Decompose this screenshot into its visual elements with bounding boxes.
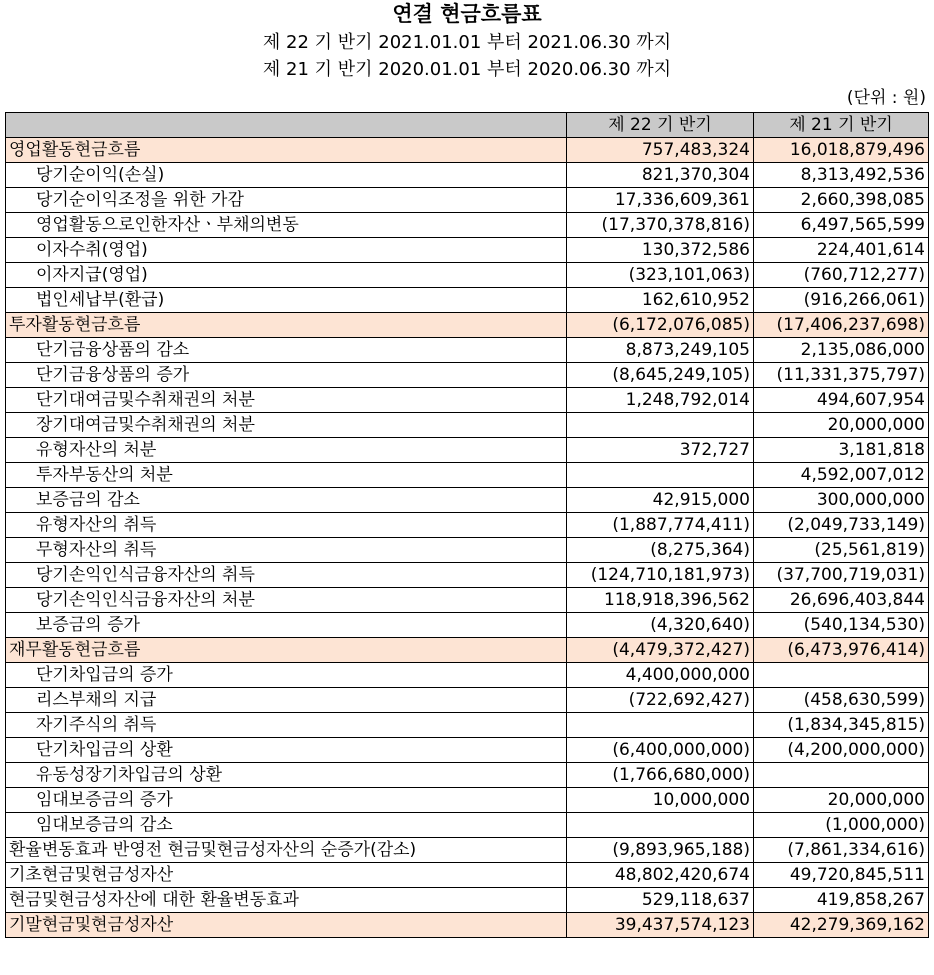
previous-period-value: 20,000,000 xyxy=(754,788,929,813)
row-label: 당기손익인식금융자산의 취득 xyxy=(6,563,567,588)
current-period-value: 118,918,396,562 xyxy=(567,588,754,613)
current-period-value: (4,479,372,427) xyxy=(567,638,754,663)
row-label: 장기대여금및수취채권의 처분 xyxy=(6,413,567,438)
previous-period-value: 6,497,565,599 xyxy=(754,213,929,238)
current-period-value: 4,400,000,000 xyxy=(567,663,754,688)
previous-period-value: (25,561,819) xyxy=(754,538,929,563)
current-period-value: (124,710,181,973) xyxy=(567,563,754,588)
previous-period-value: 49,720,845,511 xyxy=(754,863,929,888)
current-period-value: (4,320,640) xyxy=(567,613,754,638)
row-label: 단기금융상품의 감소 xyxy=(6,338,567,363)
previous-period-value: 42,279,369,162 xyxy=(754,913,929,938)
current-period-value xyxy=(567,463,754,488)
statement-title: 연결 현금흐름표 xyxy=(392,2,542,26)
table-row xyxy=(6,663,929,688)
table-row xyxy=(6,213,929,238)
previous-period-value: 3,181,818 xyxy=(754,438,929,463)
table-row xyxy=(6,588,929,613)
table-row xyxy=(6,463,929,488)
row-label: 환율변동효과 반영전 현금및현금성자산의 순증가(감소) xyxy=(6,838,567,863)
table-row xyxy=(6,763,929,788)
row-label: 당기순이익조정을 위한 가감 xyxy=(6,188,567,213)
table-row xyxy=(6,888,929,913)
table-row xyxy=(6,263,929,288)
previous-period-value xyxy=(754,763,929,788)
previous-period-value: 16,018,879,496 xyxy=(754,138,929,163)
previous-period-value: 20,000,000 xyxy=(754,413,929,438)
row-label: 기말현금및현금성자산 xyxy=(6,913,567,938)
row-label: 단기금융상품의 증가 xyxy=(6,363,567,388)
period-current: 제 22 기 반기 2021.01.01 부터 2021.06.30 까지 xyxy=(262,32,672,53)
current-period-value: 1,248,792,014 xyxy=(567,388,754,413)
row-label: 유형자산의 처분 xyxy=(6,438,567,463)
row-label: 보증금의 감소 xyxy=(6,488,567,513)
row-label: 자기주식의 취득 xyxy=(6,713,567,738)
row-label: 단기차입금의 증가 xyxy=(6,663,567,688)
row-label: 투자활동현금흐름 xyxy=(6,313,567,338)
table-row xyxy=(6,338,929,363)
row-label: 법인세납부(환급) xyxy=(6,288,567,313)
table-header-row xyxy=(6,113,929,138)
current-period-value: 17,336,609,361 xyxy=(567,188,754,213)
current-period-value: 162,610,952 xyxy=(567,288,754,313)
previous-period-value: (1,834,345,815) xyxy=(754,713,929,738)
previous-period-value: (916,266,061) xyxy=(754,288,929,313)
current-period-value: (722,692,427) xyxy=(567,688,754,713)
previous-period-value: 4,592,007,012 xyxy=(754,463,929,488)
table-row xyxy=(6,313,929,338)
previous-period-value: (2,049,733,149) xyxy=(754,513,929,538)
row-label: 단기차입금의 상환 xyxy=(6,738,567,763)
table-row xyxy=(6,613,929,638)
current-period-value: (1,766,680,000) xyxy=(567,763,754,788)
current-period-value: 48,802,420,674 xyxy=(567,863,754,888)
table-body xyxy=(6,138,929,938)
current-period-value: 130,372,586 xyxy=(567,238,754,263)
previous-period-value: (11,331,375,797) xyxy=(754,363,929,388)
row-label: 영업활동현금흐름 xyxy=(6,138,567,163)
previous-period-value: (540,134,530) xyxy=(754,613,929,638)
row-label: 리스부채의 지급 xyxy=(6,688,567,713)
table-row xyxy=(6,363,929,388)
previous-period-value: 26,696,403,844 xyxy=(754,588,929,613)
row-label: 현금및현금성자산에 대한 환율변동효과 xyxy=(6,888,567,913)
row-label: 재무활동현금흐름 xyxy=(6,638,567,663)
row-label: 투자부동산의 처분 xyxy=(6,463,567,488)
row-label: 무형자산의 취득 xyxy=(6,538,567,563)
row-label: 임대보증금의 증가 xyxy=(6,788,567,813)
current-period-value: 529,118,637 xyxy=(567,888,754,913)
previous-period-value: 419,858,267 xyxy=(754,888,929,913)
current-period-value: (17,370,378,816) xyxy=(567,213,754,238)
row-label: 이자수취(영업) xyxy=(6,238,567,263)
header-current-period: 제 22 기 반기 xyxy=(567,113,754,138)
current-period-value: 8,873,249,105 xyxy=(567,338,754,363)
table-row xyxy=(6,538,929,563)
row-label: 보증금의 증가 xyxy=(6,613,567,638)
previous-period-value: (7,861,334,616) xyxy=(754,838,929,863)
current-period-value: 372,727 xyxy=(567,438,754,463)
header-label xyxy=(6,113,567,138)
table-row xyxy=(6,163,929,188)
table-row xyxy=(6,188,929,213)
table-row xyxy=(6,138,929,163)
current-period-value xyxy=(567,813,754,838)
current-period-value: 821,370,304 xyxy=(567,163,754,188)
row-label: 임대보증금의 감소 xyxy=(6,813,567,838)
current-period-value xyxy=(567,413,754,438)
table-row xyxy=(6,563,929,588)
header-previous-period: 제 21 기 반기 xyxy=(754,113,929,138)
period-previous: 제 21 기 반기 2020.01.01 부터 2020.06.30 까지 xyxy=(262,59,672,80)
table-row xyxy=(6,863,929,888)
previous-period-value: (458,630,599) xyxy=(754,688,929,713)
previous-period-value: 224,401,614 xyxy=(754,238,929,263)
previous-period-value: (17,406,237,698) xyxy=(754,313,929,338)
current-period-value: (6,172,076,085) xyxy=(567,313,754,338)
current-period-value: (8,275,364) xyxy=(567,538,754,563)
row-label: 기초현금및현금성자산 xyxy=(6,863,567,888)
table-row xyxy=(6,713,929,738)
row-label: 당기순이익(손실) xyxy=(6,163,567,188)
table-row xyxy=(6,388,929,413)
table-row xyxy=(6,438,929,463)
current-period-value xyxy=(567,713,754,738)
current-period-value: (9,893,965,188) xyxy=(567,838,754,863)
current-period-value: 10,000,000 xyxy=(567,788,754,813)
current-period-value: (323,101,063) xyxy=(567,263,754,288)
table-row xyxy=(6,238,929,263)
table-row xyxy=(6,788,929,813)
row-label: 유동성장기차입금의 상환 xyxy=(6,763,567,788)
previous-period-value: 494,607,954 xyxy=(754,388,929,413)
table-row xyxy=(6,688,929,713)
previous-period-value: (760,712,277) xyxy=(754,263,929,288)
table-row xyxy=(6,288,929,313)
previous-period-value: (6,473,976,414) xyxy=(754,638,929,663)
row-label: 이자지급(영업) xyxy=(6,263,567,288)
current-period-value: (6,400,000,000) xyxy=(567,738,754,763)
row-label: 유형자산의 취득 xyxy=(6,513,567,538)
table-row xyxy=(6,513,929,538)
previous-period-value xyxy=(754,663,929,688)
table-row xyxy=(6,638,929,663)
row-label: 당기손익인식금융자산의 처분 xyxy=(6,588,567,613)
previous-period-value: (1,000,000) xyxy=(754,813,929,838)
previous-period-value: 8,313,492,536 xyxy=(754,163,929,188)
previous-period-value: (37,700,719,031) xyxy=(754,563,929,588)
table-row xyxy=(6,738,929,763)
table-row xyxy=(6,913,929,938)
cash-flow-table xyxy=(5,112,929,938)
current-period-value: 39,437,574,123 xyxy=(567,913,754,938)
unit-label: (단위 : 원) xyxy=(846,88,926,108)
table-row xyxy=(6,838,929,863)
row-label: 영업활동으로인한자산ㆍ부채의변동 xyxy=(6,213,567,238)
previous-period-value: (4,200,000,000) xyxy=(754,738,929,763)
current-period-value: 757,483,324 xyxy=(567,138,754,163)
table-row xyxy=(6,488,929,513)
previous-period-value: 300,000,000 xyxy=(754,488,929,513)
current-period-value: 42,915,000 xyxy=(567,488,754,513)
current-period-value: (1,887,774,411) xyxy=(567,513,754,538)
table-row xyxy=(6,413,929,438)
table-row xyxy=(6,813,929,838)
current-period-value: (8,645,249,105) xyxy=(567,363,754,388)
previous-period-value: 2,135,086,000 xyxy=(754,338,929,363)
previous-period-value: 2,660,398,085 xyxy=(754,188,929,213)
row-label: 단기대여금및수취채권의 처분 xyxy=(6,388,567,413)
